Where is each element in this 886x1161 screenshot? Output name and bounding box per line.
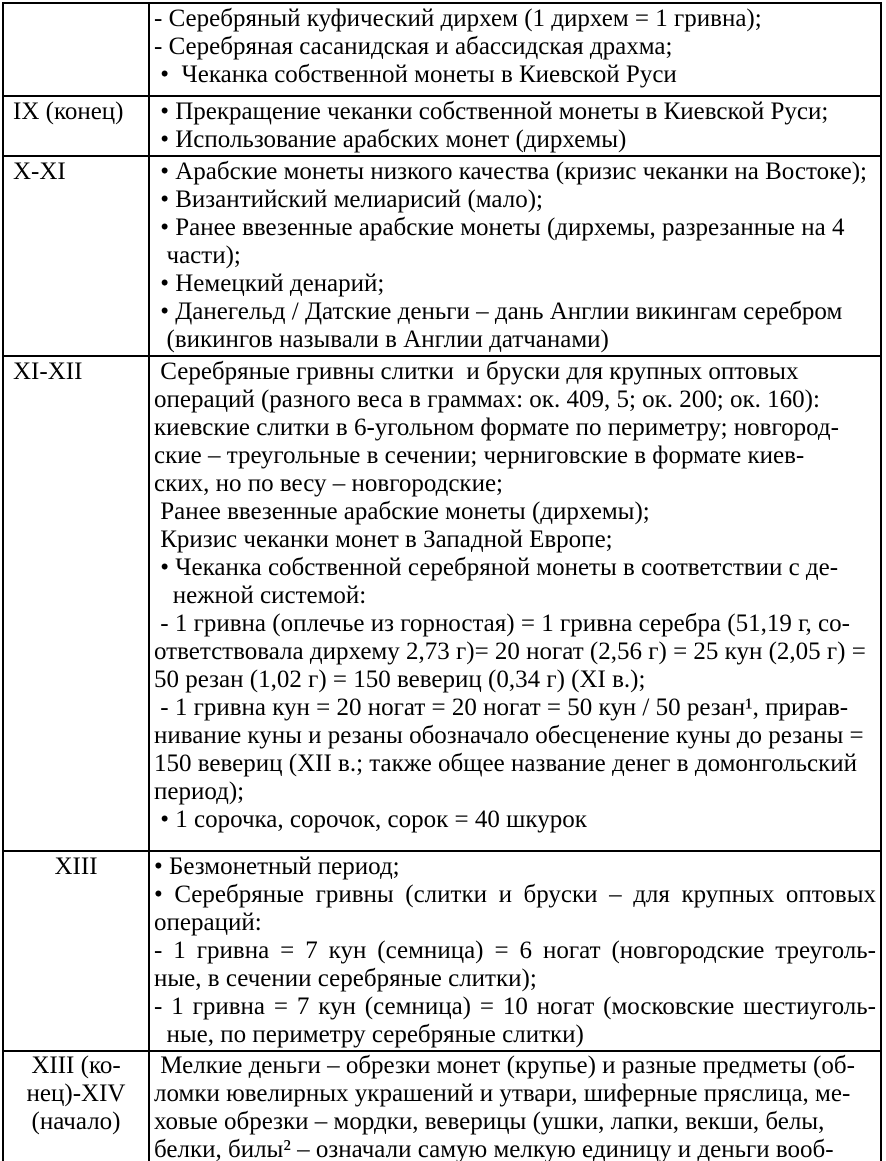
text-line: нивание куны и резаны обозначало обесценение куны до резаны = [154, 722, 864, 749]
text-line: операций: [154, 909, 262, 936]
content-cell [149, 851, 881, 1051]
table-row [3, 356, 881, 851]
text-line: - 1 гривна = 7 кун (семница) = 6 ногат (новгородские треуголь- [154, 937, 876, 964]
period-cell [3, 3, 149, 96]
period-cell [3, 1051, 149, 1161]
text-line: ские – треугольные в сечении; черниговские в формате киев- [154, 442, 805, 469]
text-line: • Прекращение чеканки собственной монеты в Киевской Руси; [154, 98, 829, 125]
text-line: части); [154, 242, 241, 269]
text-line: белки, билы² – означали самую мелкую единицу и деньги вооб- [154, 1136, 834, 1161]
table-row [3, 3, 881, 96]
text-line: - Серебряный куфический дирхем (1 дирхем = 1 гривна); [154, 5, 762, 32]
text-line: 150 вевериц (XII в.; также общее название денег в домонгольский [154, 750, 857, 777]
text-line: ответствовала дирхему 2,73 г)= 20 ногат (2,56 г) = 25 кун (2,05 г) = [154, 638, 866, 665]
text-line: • Серебряные гривны (слитки и бруски – для крупных оптовых [154, 881, 876, 908]
period-line: XIII [54, 853, 98, 880]
text-line: киевские слитки в 6-угольном формате по периметру; новгород- [154, 414, 839, 441]
money-history-table [2, 2, 882, 1161]
period-line: XI-XII [13, 358, 83, 385]
table-row [3, 851, 881, 1051]
text-line: операций (разного веса в граммах: ок. 409, 5; ок. 200; ок. 160): [154, 386, 820, 413]
content-cell [149, 356, 881, 851]
table-row [3, 156, 881, 356]
table-row [3, 96, 881, 156]
text-line: 50 резан (1,02 г) = 150 вевериц (0,34 г) (XI в.); [154, 666, 646, 693]
text-line: ломки ювелирных украшений и утвари, шиферные пряслица, ме- [154, 1080, 851, 1107]
text-line: ные, в сечении серебряные слитки); [154, 965, 537, 992]
content-cell [149, 3, 881, 96]
text-line: - Серебряная сасанидская и абассидская драхма; [154, 33, 673, 60]
text-line: • Немецкий денарий; [154, 270, 385, 297]
table-row [3, 1051, 881, 1161]
text-line: - 1 гривна = 7 кун (семница) = 10 ногат (московские шестиуголь- [154, 993, 876, 1020]
text-line: • Чеканка собственной монеты в Киевской Руси [154, 61, 677, 88]
content-cell [149, 1051, 881, 1161]
text-line: • Византийский мелиарисий (мало); [154, 186, 543, 213]
text-line: нежной системой: [154, 582, 367, 609]
period-cell [3, 851, 149, 1051]
text-line: • Чеканка собственной серебряной монеты в соответствии с де- [154, 554, 839, 581]
text-line: - 1 гривна кун = 20 ногат = 20 ногат = 50 кун / 50 резан¹, прирав- [154, 694, 849, 721]
text-line: • Данегельд / Датские деньги – дань Англии викингам серебром [154, 298, 843, 325]
text-line: - 1 гривна (оплечье из горностая) = 1 гривна серебра (51,19 г, со- [154, 610, 850, 637]
history-table-body [3, 3, 881, 1161]
content-cell [149, 96, 881, 156]
text-line: Ранее ввезенные арабские монеты (дирхемы); [154, 498, 650, 525]
text-line: • Безмонетный период; [154, 853, 400, 880]
period-line: XIII (ко- [31, 1052, 121, 1079]
text-line: • Арабские монеты низкого качества (кризис чеканки на Востоке); [154, 158, 867, 185]
text-line: • Ранее ввезенные арабские монеты (дирхемы, разрезанные на 4 [154, 214, 845, 241]
text-line: ные, по периметру серебряные слитки) [154, 1021, 584, 1048]
period-line: X-XI [13, 158, 66, 185]
content-cell [149, 156, 881, 356]
text-line: Серебряные гривны слитки и бруски для крупных оптовых [154, 358, 799, 385]
text-line: Кризис чеканки монет в Западной Европе; [154, 526, 613, 553]
text-line: (викингов называли в Англии датчанами) [154, 326, 609, 353]
text-line: ховые обрезки – мордки, веверицы (ушки, лапки, векши, белы, [154, 1108, 825, 1135]
period-line: (начало) [31, 1108, 121, 1135]
period-line: нец)-XIV [26, 1080, 126, 1107]
period-cell [3, 96, 149, 156]
period-line: IX (конец) [13, 98, 124, 125]
text-line: ских, но по весу – новгородские; [154, 470, 503, 497]
text-line: период); [154, 778, 245, 805]
text-line: • Использование арабских монет (дирхемы) [154, 126, 627, 153]
text-line: Мелкие деньги – обрезки монет (крупье) и разные предметы (об- [154, 1052, 855, 1079]
period-cell [3, 356, 149, 851]
text-line: • 1 сорочка, сорочок, сорок = 40 шкурок [154, 806, 587, 833]
period-cell [3, 156, 149, 356]
document-page [0, 2, 886, 1161]
